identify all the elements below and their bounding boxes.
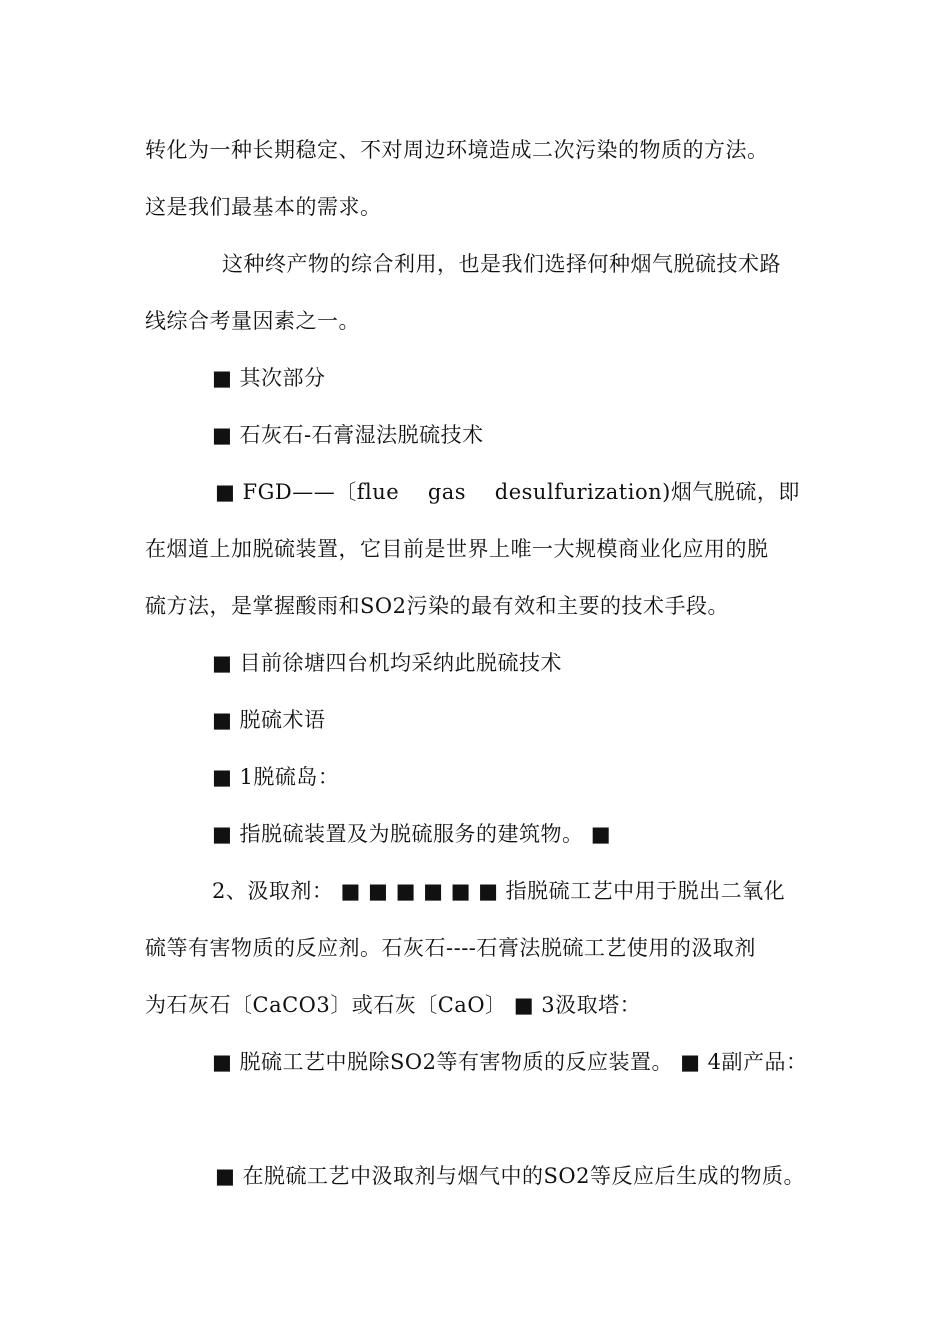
text-line-14: 2、汲取剂： ■ ■ ■ ■ ■ ■ 指脱硫工艺中用于脱出二氧化 [212, 879, 786, 903]
bullet-line-5: ■ 其次部分 [212, 366, 326, 390]
text-line-3: 这种终产物的综合利用，也是我们选择何种烟气脱硫技术路 [222, 252, 781, 276]
text-line-15: 硫等有害物质的反应剂。石灰石----石膏法脱硫工艺使用的汲取剂 [145, 936, 756, 960]
bullet-line-18: ■ 在脱硫工艺中汲取剂与烟气中的SO2等反应后生成的物质。 [215, 1164, 805, 1188]
bullet-line-7: ■ FGD——〔flue gas desulfurization)烟气脱硫，即 [215, 480, 800, 504]
text-line-1: 转化为一种长期稳定、不对周边环境造成二次污染的物质的方法。 [145, 138, 769, 162]
text-line-9: 硫方法，是掌握酸雨和SO2污染的最有效和主要的技术手段。 [145, 594, 729, 618]
bullet-line-11: ■ 脱硫术语 [212, 708, 326, 732]
text-line-2: 这是我们最基本的需求。 [145, 195, 382, 219]
bullet-line-12: ■ 1脱硫岛： [212, 765, 340, 789]
text-line-4: 线综合考量因素之一。 [145, 309, 360, 333]
bullet-line-17: ■ 脱硫工艺中脱除SO2等有害物质的反应装置。 ■ 4副产品： [212, 1050, 808, 1074]
bullet-line-13: ■ 指脱硫装置及为脱硫服务的建筑物。 ■ [212, 822, 612, 846]
bullet-line-10: ■ 目前徐塘四台机均采纳此脱硫技术 [212, 651, 563, 675]
text-line-16: 为石灰石〔CaCO3〕或石灰〔CaO〕 ■ 3汲取塔： [145, 993, 642, 1017]
bullet-line-6: ■ 石灰石-石膏湿法脱硫技术 [212, 423, 484, 447]
text-line-8: 在烟道上加脱硫装置，它目前是世界上唯一大规模商业化应用的脱 [145, 537, 769, 561]
